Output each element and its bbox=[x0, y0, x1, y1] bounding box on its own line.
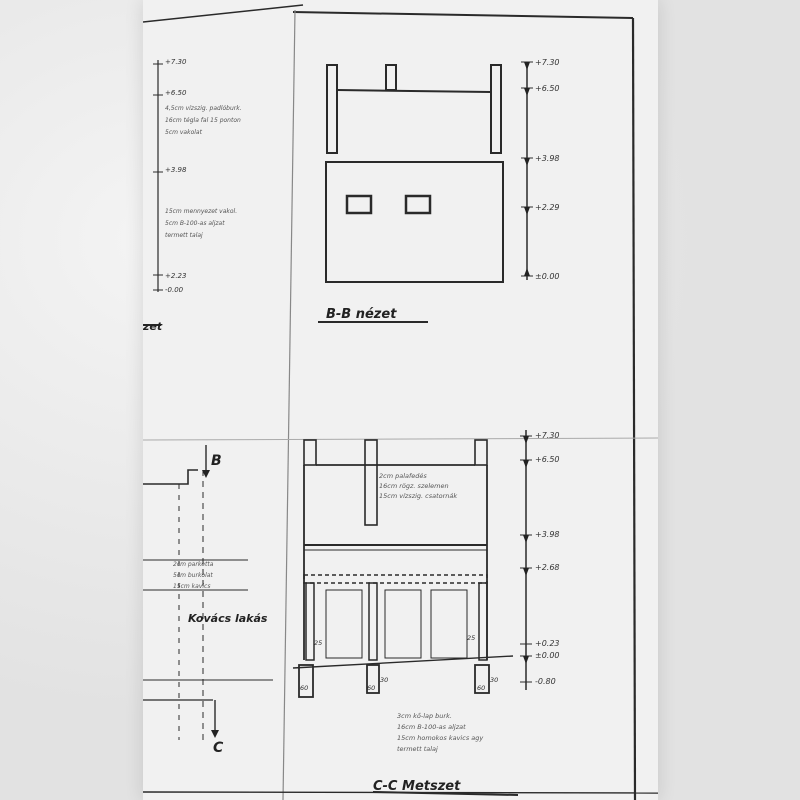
cc-floor-note-line: 16cm B-100-as aljzat bbox=[397, 723, 466, 731]
frame-right bbox=[633, 18, 635, 800]
kovacs-apartment-label: Kovács lakás bbox=[188, 612, 268, 625]
cc-level-label: -0.80 bbox=[535, 677, 556, 686]
section-arrow-c-icon bbox=[211, 730, 219, 738]
cc-dimension: 60 bbox=[300, 684, 309, 692]
fold-line-vertical bbox=[283, 10, 295, 800]
bb-window-right bbox=[406, 196, 430, 213]
cc-floor-slab bbox=[304, 575, 487, 583]
cc-level-label: +3.98 bbox=[535, 530, 560, 539]
left-note-line: 16cm tégla fal 15 ponton bbox=[165, 117, 241, 124]
left-note-line: 5cm B-100-as aljzat bbox=[165, 220, 225, 227]
left-note-line: 15cm mennyezet vakol. bbox=[165, 208, 238, 215]
cc-dimension: 60 bbox=[477, 684, 486, 692]
cc-level-label: +0.23 bbox=[535, 639, 560, 648]
bb-view-title: B-B nézet bbox=[326, 307, 397, 322]
cc-dimension: 25 bbox=[314, 639, 323, 647]
left-level-label: -0.00 bbox=[165, 286, 184, 294]
left-note-line: 15cm kavics bbox=[173, 583, 211, 590]
cc-level-label: +6.50 bbox=[535, 455, 560, 464]
cc-roof-note-line: 16cm rögz. szelemen bbox=[379, 482, 449, 490]
bb-level-label: ±0.00 bbox=[535, 272, 560, 281]
section-marker-b: B bbox=[211, 453, 222, 469]
left-title-fragment: zet bbox=[143, 320, 163, 333]
bb-elevation bbox=[326, 65, 503, 282]
cc-dimension: 30 bbox=[380, 676, 389, 684]
bb-level-label: +7.30 bbox=[535, 58, 560, 67]
cc-floor-note-line: termett talaj bbox=[397, 745, 438, 753]
left-level-label: +6.50 bbox=[165, 89, 187, 97]
cc-dimension: 25 bbox=[467, 634, 476, 642]
cc-section-title: C-C Metszet bbox=[373, 779, 461, 794]
bb-level-label: +6.50 bbox=[535, 84, 560, 93]
left-note-line: 5cm vakolat bbox=[165, 129, 202, 136]
architectural-drawing bbox=[143, 0, 658, 800]
frame-top-left bbox=[143, 5, 303, 22]
cc-roof-note-line: 15cm vízszig. csatornák bbox=[379, 492, 458, 500]
cc-floor-note-line: 3cm kő-lap burk. bbox=[397, 712, 452, 720]
left-note-line: 4,5cm vízszig. padlóburk. bbox=[165, 105, 242, 112]
left-level-label: +3.98 bbox=[165, 166, 187, 174]
bb-level-label: +2.29 bbox=[535, 203, 560, 212]
left-level-label: +7.30 bbox=[165, 58, 187, 66]
cc-dimension: 30 bbox=[490, 676, 499, 684]
cc-floor-note-line: 15cm homokos kavics agy bbox=[397, 734, 484, 742]
fold-line-horizontal bbox=[143, 438, 658, 440]
cc-level-label: ±0.00 bbox=[535, 651, 560, 660]
frame-top bbox=[293, 12, 633, 18]
cc-dimension: 60 bbox=[367, 684, 376, 692]
section-marker-c: C bbox=[213, 740, 224, 756]
left-note-line: 5cm burkolat bbox=[173, 572, 213, 579]
cc-level-label: +2.68 bbox=[535, 563, 560, 572]
cc-roof-note-line: 2cm palafedés bbox=[379, 472, 427, 480]
left-note-line: termett talaj bbox=[165, 232, 203, 239]
drawing-sheet bbox=[143, 0, 658, 800]
bb-level-label: +3.98 bbox=[535, 154, 560, 163]
cc-level-label: +7.30 bbox=[535, 431, 560, 440]
left-note-line: 2cm parketta bbox=[173, 561, 214, 568]
left-level-label: +2.23 bbox=[165, 272, 187, 280]
bb-window-left bbox=[347, 196, 371, 213]
